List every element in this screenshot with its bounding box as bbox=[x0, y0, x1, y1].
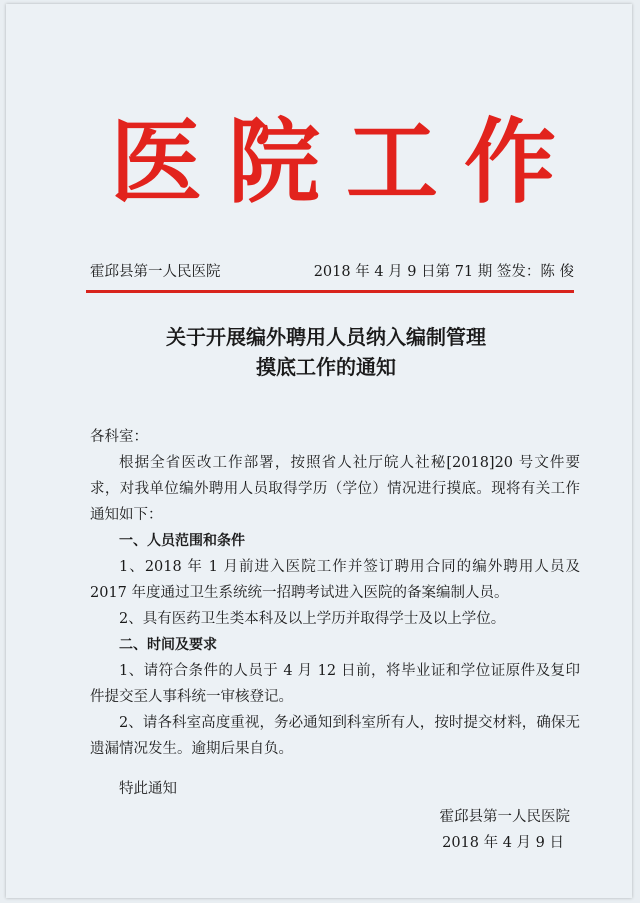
section-2-item-1: 1、请符合条件的人员于 4 月 12 日前，将毕业证和学位证原件及复印件提交至人事科统一审核登记。 bbox=[90, 663, 580, 705]
title-line-2: 摸底工作的通知 bbox=[256, 355, 396, 379]
section-2-heading: 二、时间及要求 bbox=[119, 637, 217, 653]
notice-body bbox=[90, 424, 580, 802]
signature-block bbox=[440, 804, 571, 856]
section-1-item-1: 1、2018 年 1 月前进入医院工作并签订聘用合同的编外聘用人员及 2017 年度通过卫生系统统一招聘考试进入医院的备案编制人员。 bbox=[90, 559, 580, 601]
issue-info: 2018 年 4 月 9 日第 71 期 签发：陈 俊 bbox=[313, 264, 574, 280]
document-title bbox=[6, 322, 640, 382]
red-divider bbox=[86, 290, 574, 293]
issuer-name: 霍邱县第一人民医院 bbox=[90, 264, 221, 280]
intro-paragraph: 根据全省医改工作部署，按照省人社厅皖人社秘[2018]20 号文件要求，对我单位编外聘用人员取得学历（学位）情况进行摸底。现将有关工作通知如下： bbox=[90, 455, 580, 523]
section-2-item-2: 2、请各科室高度重视，务必通知到科室所有人，按时提交材料，确保无遗漏情况发生。逾期后果自负。 bbox=[90, 715, 580, 757]
closing-line: 特此通知 bbox=[119, 781, 177, 797]
section-1-heading: 一、人员范围和条件 bbox=[119, 533, 245, 549]
signature-org: 霍邱县第一人民医院 bbox=[439, 809, 570, 825]
signature-date: 2018 年 4 月 9 日 bbox=[442, 835, 564, 851]
salutation: 各科室： bbox=[90, 429, 148, 445]
document-page bbox=[6, 4, 632, 898]
masthead-title: 医院工作 bbox=[109, 108, 582, 216]
title-line-1: 关于开展编外聘用人员纳入编制管理 bbox=[166, 325, 486, 349]
section-1-item-2: 2、具有医药卫生类本科及以上学历并取得学士及以上学位。 bbox=[119, 611, 506, 627]
